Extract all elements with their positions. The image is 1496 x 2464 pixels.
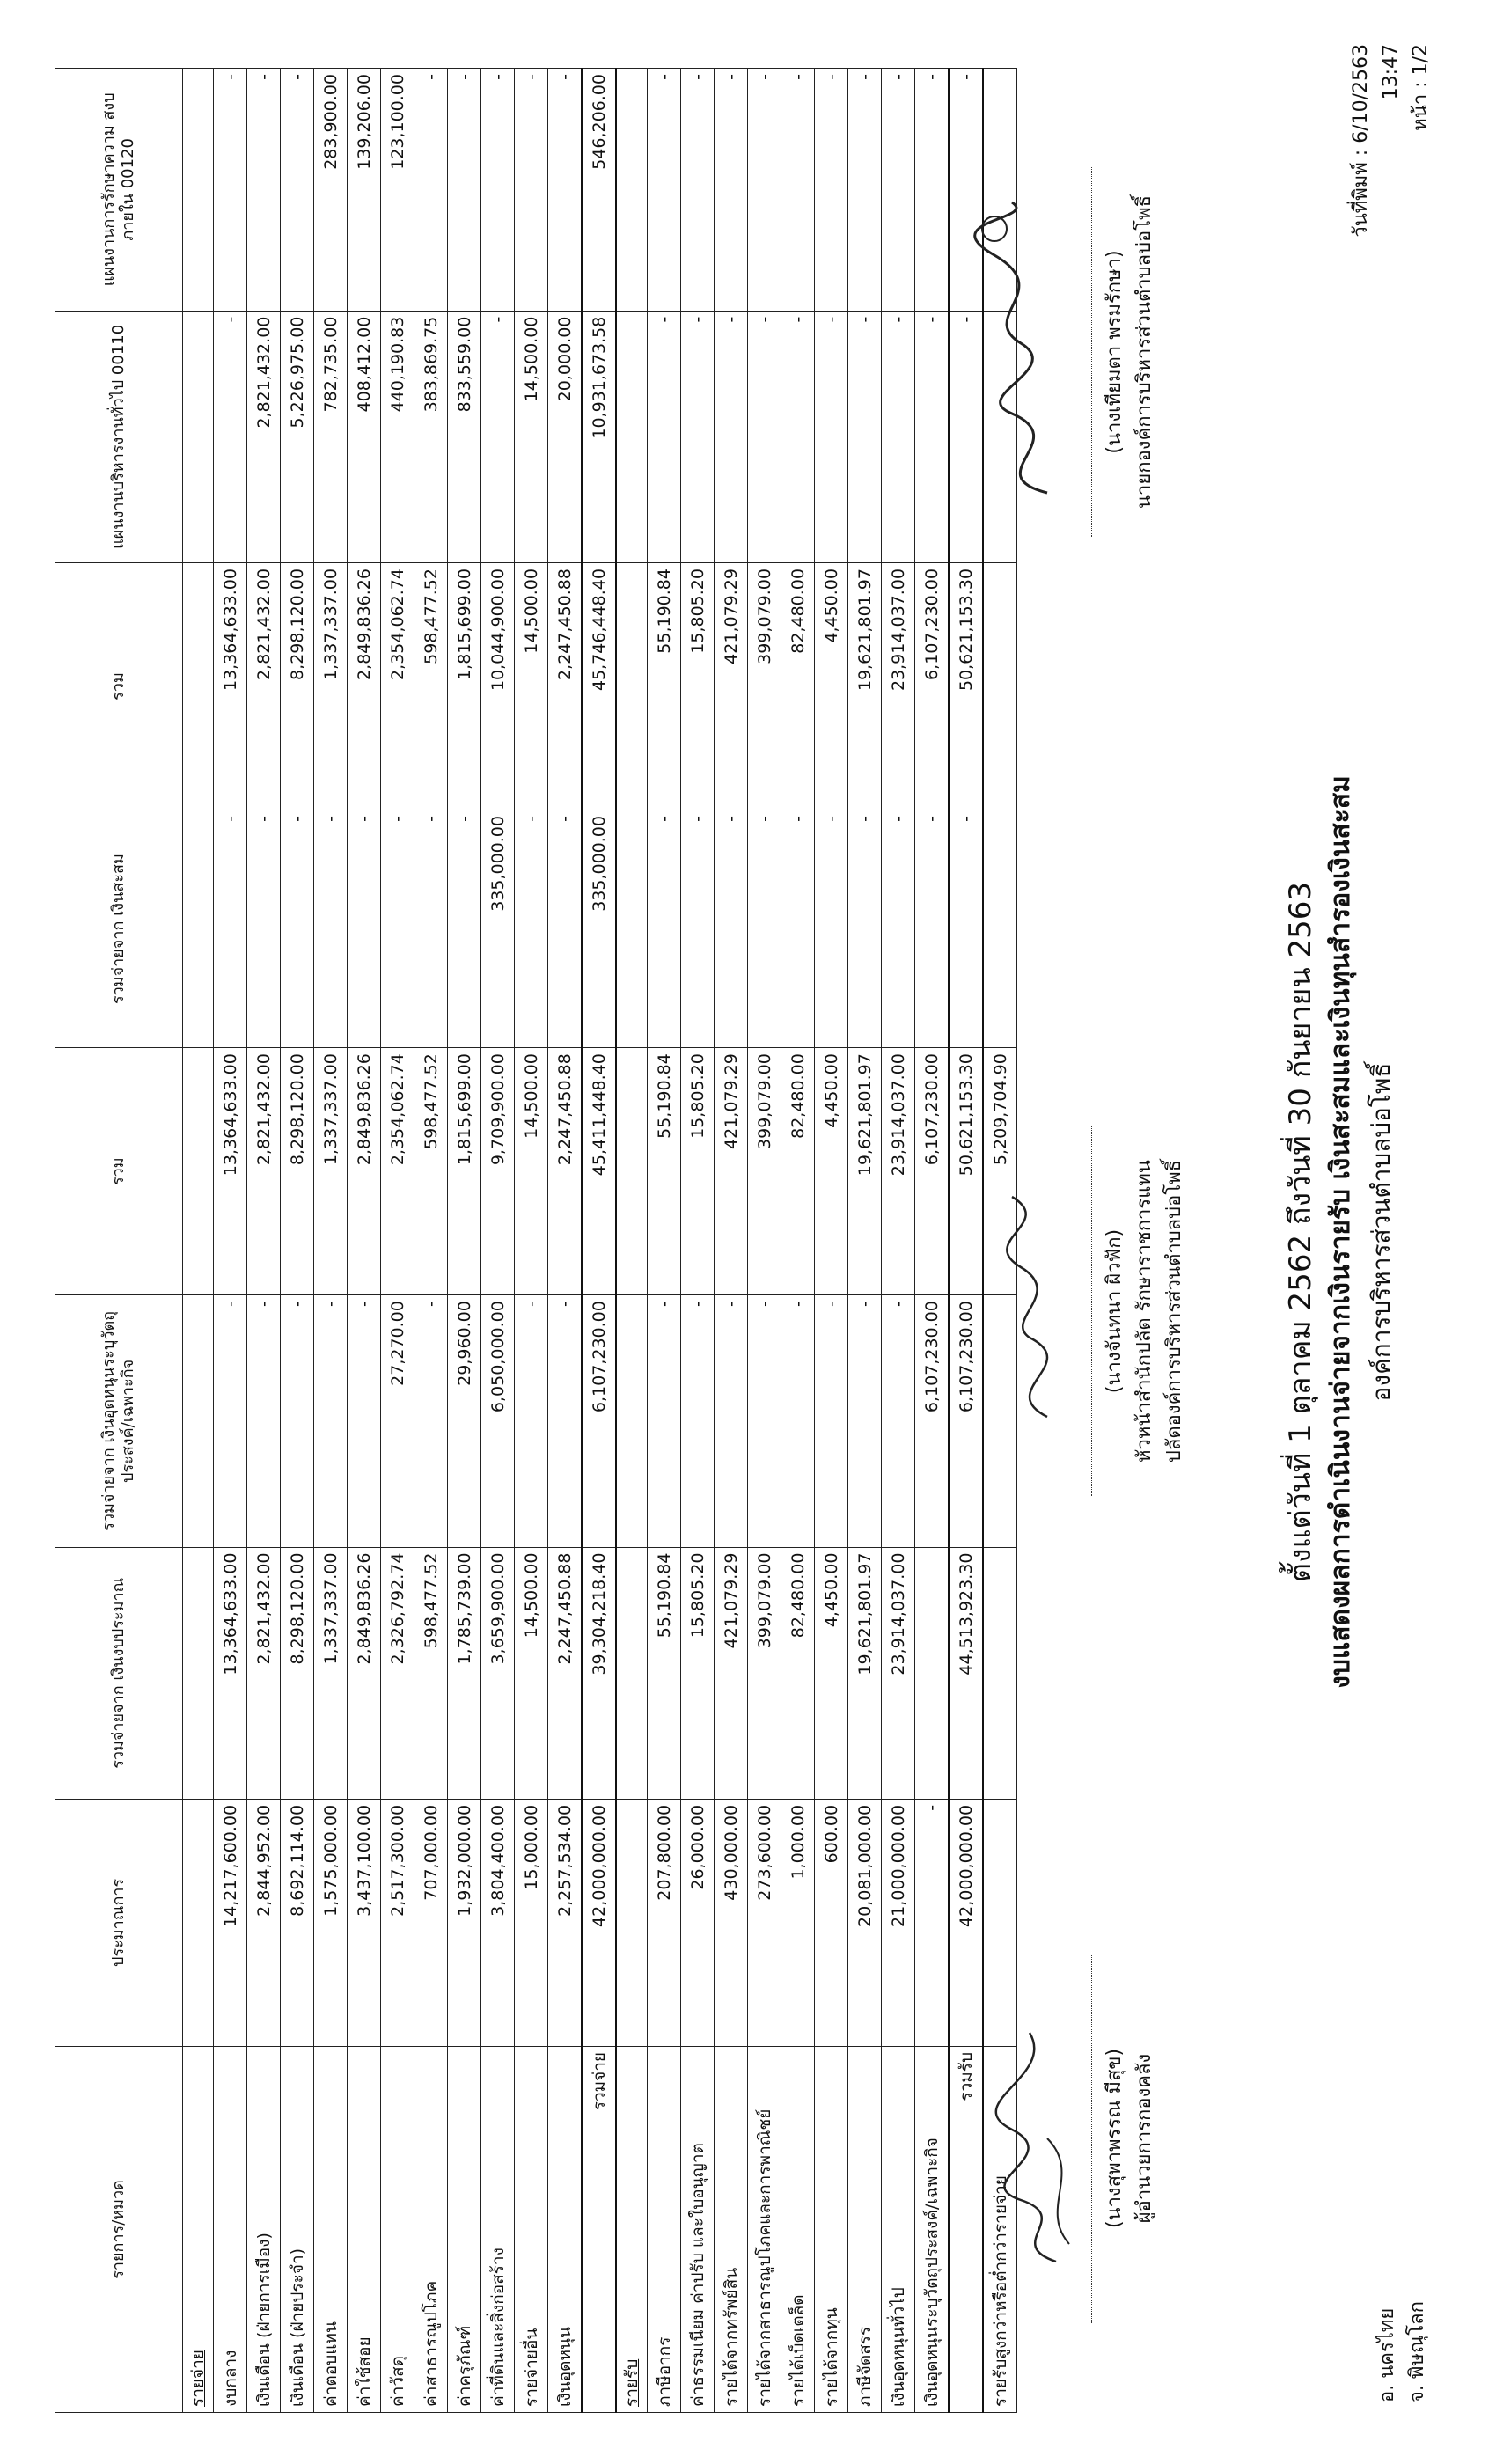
table-body [183, 69, 1017, 2413]
value-cell: - [848, 311, 882, 562]
empty-cell [616, 1295, 648, 1547]
value-cell: 2,844,952.00 [247, 1799, 281, 2046]
value-cell: 1,000.00 [781, 1799, 815, 2046]
value-cell: 6,107,230.00 [915, 1295, 950, 1547]
value-cell: - [915, 1799, 950, 2046]
value-cell: - [748, 810, 781, 1048]
col-header: รวมจ่ายจาก เงินอุดหนุนระบุวัตถุ ประสงค์/เฉพาะกิจ [55, 1295, 183, 1547]
table-row [247, 69, 281, 2413]
table-row [815, 69, 848, 2413]
value-cell: 27,270.00 [381, 1295, 414, 1547]
empty-cell [983, 563, 1017, 810]
table-row [882, 69, 915, 2413]
value-cell: 21,000,000.00 [882, 1799, 915, 2046]
empty-cell [983, 810, 1017, 1048]
value-cell: 408,412.00 [348, 311, 381, 562]
value-cell: 6,050,000.00 [481, 1295, 515, 1547]
signer-title: นายกองค์การบริหารส่วนตำบลบ่อโพธิ์ [1133, 194, 1155, 510]
value-cell: - [715, 311, 748, 562]
value-cell: - [247, 810, 281, 1048]
value-cell: - [281, 69, 314, 312]
value-cell: 23,914,037.00 [882, 1048, 915, 1295]
col-header: แผนงานบริหารงานทั่วไป 00110 [55, 311, 183, 562]
value-cell: - [548, 810, 583, 1048]
empty-cell [183, 1295, 214, 1547]
table-row [715, 69, 748, 2413]
row-label: เงินอุดหนุน [548, 2046, 583, 2412]
col-header: แผนงานการรักษาความ สงบภายใน 00120 [55, 69, 183, 312]
value-cell: - [348, 1295, 381, 1547]
signature-line [1091, 1954, 1093, 2323]
row-label: รายได้เบ็ดเตล็ด [781, 2046, 815, 2412]
value-cell: - [949, 69, 983, 312]
value-cell: 2,247,450.88 [548, 1048, 583, 1295]
value-cell: 14,500.00 [515, 1547, 548, 1799]
empty-cell [983, 1799, 1017, 2046]
value-cell: - [481, 69, 515, 312]
col-header: รวมจ่ายจาก เงินงบประมาณ [55, 1547, 183, 1799]
value-cell: 546,206.00 [582, 69, 616, 312]
value-cell: - [414, 69, 448, 312]
signer-title: หัวหน้าสำนักปลัด รักษาราชการแทน [1133, 1160, 1155, 1463]
row-label: ค่าวัสดุ [381, 2046, 414, 2412]
value-cell: 1,337,337.00 [314, 1547, 348, 1799]
value-cell: 14,500.00 [515, 1048, 548, 1295]
handwritten-signature [986, 2015, 1082, 2279]
value-cell: - [214, 810, 247, 1048]
value-cell: 3,659,900.00 [481, 1547, 515, 1799]
empty-cell [183, 810, 214, 1048]
value-cell: - [448, 810, 481, 1048]
value-cell: 39,304,218.40 [582, 1547, 616, 1799]
col-header: ประมาณการ [55, 1799, 183, 2046]
value-cell: 273,600.00 [748, 1799, 781, 2046]
value-cell: 5,209,704.90 [983, 1048, 1017, 1295]
table-row [681, 69, 715, 2413]
value-cell: - [715, 1295, 748, 1547]
row-label: ค่าครุภัณฑ์ [448, 2046, 481, 2412]
table-row [481, 69, 515, 2413]
value-cell: 2,821,432.00 [247, 1547, 281, 1799]
value-cell: 82,480.00 [781, 1547, 815, 1799]
row-label: เงินอุดหนุนทั่วไป [882, 2046, 915, 2412]
value-cell: - [281, 810, 314, 1048]
empty-cell [616, 1547, 648, 1799]
value-cell: 421,079.29 [715, 563, 748, 810]
value-cell [915, 1547, 950, 1799]
table-row [281, 69, 314, 2413]
value-cell: 6,107,230.00 [915, 563, 950, 810]
value-cell: 1,785,739.00 [448, 1547, 481, 1799]
value-cell: 20,081,000.00 [848, 1799, 882, 2046]
value-cell: 55,190.84 [648, 1547, 681, 1799]
col-header: รายการ/หมวด [55, 2046, 183, 2412]
report-table [55, 68, 1017, 2413]
row-label: รวมจ่าย [582, 2046, 616, 2412]
empty-cell [183, 311, 214, 562]
value-cell: 55,190.84 [648, 1048, 681, 1295]
value-cell: 23,914,037.00 [882, 563, 915, 810]
value-cell: - [915, 311, 950, 562]
value-cell: - [247, 1295, 281, 1547]
empty-cell [183, 1048, 214, 1295]
empty-cell [616, 311, 648, 562]
table-row [414, 69, 448, 2413]
signer-name: (นางสุพาพรรณ มีสุข) [1104, 2048, 1126, 2229]
value-cell: 2,247,450.88 [548, 563, 583, 810]
value-cell: 2,821,432.00 [247, 563, 281, 810]
value-cell: 13,364,633.00 [214, 1547, 247, 1799]
value-cell: - [781, 311, 815, 562]
value-cell: - [915, 810, 950, 1048]
signer-name: (นางเทียมตา พรมรักษา) [1104, 250, 1126, 454]
value-cell: 782,735.00 [314, 311, 348, 562]
value-cell: 3,437,100.00 [348, 1799, 381, 2046]
section-row [616, 69, 648, 2413]
value-cell: 1,575,000.00 [314, 1799, 348, 2046]
col-header: รวมจ่ายจาก เงินสะสม [55, 810, 183, 1048]
row-label: เงินเดือน (ฝ่ายประจำ) [281, 2046, 314, 2412]
row-label: รายได้จากทุน [815, 2046, 848, 2412]
value-cell: 6,107,230.00 [915, 1048, 950, 1295]
table-header-row [55, 69, 183, 2413]
value-cell: - [715, 810, 748, 1048]
signer-name: (นางจันทนา ผิวฟัก) [1104, 1228, 1126, 1394]
value-cell: 45,746,448.40 [582, 563, 616, 810]
value-cell: - [548, 69, 583, 312]
value-cell: 19,621,801.97 [848, 1048, 882, 1295]
value-cell: 2,326,792.74 [381, 1547, 414, 1799]
signature-block-mayor [1091, 123, 1160, 581]
row-label: รายรับสูงกว่าหรือต่ำกว่ารายจ่าย [983, 2046, 1017, 2412]
value-cell: - [715, 69, 748, 312]
row-label: ค่าที่ดินและสิ่งก่อสร้าง [481, 2046, 515, 2412]
value-cell: - [781, 810, 815, 1048]
empty-cell [183, 1799, 214, 2046]
value-cell: - [648, 1295, 681, 1547]
empty-cell [183, 69, 214, 312]
value-cell: 14,500.00 [515, 563, 548, 810]
value-cell: - [648, 311, 681, 562]
row-label: ภาษีจัดสรร [848, 2046, 882, 2412]
table-row [781, 69, 815, 2413]
value-cell: 207,800.00 [648, 1799, 681, 2046]
value-cell: - [681, 69, 715, 312]
value-cell: - [515, 1295, 548, 1547]
page-number: หน้า : 1/2 [1410, 44, 1432, 131]
value-cell: 833,559.00 [448, 311, 481, 562]
value-cell: 421,079.29 [715, 1547, 748, 1799]
value-cell: - [314, 810, 348, 1048]
signer-title: ผู้อำนวยการกองคลัง [1133, 2053, 1155, 2224]
value-cell: 10,931,673.58 [582, 311, 616, 562]
value-cell: - [681, 311, 715, 562]
value-cell: - [681, 810, 715, 1048]
value-cell: 82,480.00 [781, 1048, 815, 1295]
value-cell: - [448, 69, 481, 312]
value-cell: 8,692,114.00 [281, 1799, 314, 2046]
value-cell: 707,000.00 [414, 1799, 448, 2046]
value-cell: - [815, 69, 848, 312]
value-cell: 2,849,836.26 [348, 1547, 381, 1799]
print-date: วันที่พิมพ์ : 6/10/2563 13:47 [1350, 44, 1402, 238]
value-cell: 2,354,062.74 [381, 563, 414, 810]
value-cell: 440,190.83 [381, 311, 414, 562]
col-header: รวม [55, 1048, 183, 1295]
value-cell: 3,804,400.00 [481, 1799, 515, 2046]
value-cell: 14,217,600.00 [214, 1799, 247, 2046]
value-cell: - [949, 311, 983, 562]
empty-cell [616, 1799, 648, 2046]
table-row [548, 69, 583, 2413]
value-cell: 13,364,633.00 [214, 563, 247, 810]
empty-cell [616, 810, 648, 1048]
value-cell: 4,450.00 [815, 1048, 848, 1295]
value-cell: - [815, 1295, 848, 1547]
table-row [748, 69, 781, 2413]
value-cell: 2,821,432.00 [247, 1048, 281, 1295]
value-cell: - [882, 1295, 915, 1547]
table-row [314, 69, 348, 2413]
value-cell: 8,298,120.00 [281, 1547, 314, 1799]
row-label: เงินเดือน (ฝ่ายการเมือง) [247, 2046, 281, 2412]
value-cell: 1,932,000.00 [448, 1799, 481, 2046]
table-row [648, 69, 681, 2413]
handwritten-signature [986, 1179, 1082, 1443]
value-cell: 13,364,633.00 [214, 1048, 247, 1295]
value-cell: - [748, 69, 781, 312]
value-cell: - [882, 810, 915, 1048]
province-label: จ. พิษณุโลก [1406, 2301, 1428, 2402]
table-row [348, 69, 381, 2413]
value-cell: - [314, 1295, 348, 1547]
value-cell: 82,480.00 [781, 563, 815, 810]
value-cell: 8,298,120.00 [281, 563, 314, 810]
value-cell: 9,709,900.00 [481, 1048, 515, 1295]
value-cell: - [515, 69, 548, 312]
value-cell: 19,621,801.97 [848, 1547, 882, 1799]
value-cell: 5,226,975.00 [281, 311, 314, 562]
value-cell: 1,337,337.00 [314, 1048, 348, 1295]
row-label: เงินอุดหนุนระบุวัตถุประสงค์/เฉพาะกิจ [915, 2046, 950, 2412]
value-cell: 2,257,534.00 [548, 1799, 583, 2046]
row-label: งบกลาง [214, 2046, 247, 2412]
value-cell: - [515, 810, 548, 1048]
district-label: อ. นครไทย [1376, 2307, 1398, 2402]
empty-cell [616, 69, 648, 312]
value-cell: - [848, 810, 882, 1048]
signer-title-2: ปลัดองค์การบริหารส่วนตำบลบ่อโพธิ์ [1163, 1159, 1185, 1463]
empty-cell [183, 563, 214, 810]
value-cell: - [414, 1295, 448, 1547]
value-cell: - [781, 69, 815, 312]
row-label: รายได้จากสาธารณูปโภคและการพาณิชย์ [748, 2046, 781, 2412]
value-cell: 1,337,337.00 [314, 563, 348, 810]
value-cell: 2,247,450.88 [548, 1547, 583, 1799]
value-cell: 4,450.00 [815, 1547, 848, 1799]
value-cell: 15,805.20 [681, 563, 715, 810]
value-cell: - [949, 810, 983, 1048]
value-cell: 139,206.00 [348, 69, 381, 312]
row-label: รายจ่ายอื่น [515, 2046, 548, 2412]
empty-cell [983, 1547, 1017, 1799]
value-cell: - [648, 69, 681, 312]
value-cell: 1,815,699.00 [448, 563, 481, 810]
signature-line [1091, 1126, 1093, 1496]
period-title: ตั้งแต่วันที่ 1 ตุลาคม 2562 ถึงวันที่ 30 กันยายน 2563 [1283, 881, 1318, 1583]
table-row [381, 69, 414, 2413]
table-row [448, 69, 481, 2413]
value-cell: 2,517,300.00 [381, 1799, 414, 2046]
value-cell: 50,621,153.30 [949, 563, 983, 810]
empty-cell [616, 563, 648, 810]
section-label: รายจ่าย [183, 2046, 214, 2412]
value-cell: - [681, 1295, 715, 1547]
value-cell: - [815, 311, 848, 562]
value-cell: 19,621,801.97 [848, 563, 882, 810]
value-cell: 4,450.00 [815, 563, 848, 810]
value-cell: 600.00 [815, 1799, 848, 2046]
value-cell: 2,354,062.74 [381, 1048, 414, 1295]
section-label: รายรับ [616, 2046, 648, 2412]
row-label: รายได้จากทรัพย์สิน [715, 2046, 748, 2412]
report-title: งบแสดงผลการดำเนินงานจ่ายจากเงินรายรับ เงินสะสมและเงินทุนสำรองเงินสะสม [1325, 775, 1356, 1689]
row-label: รวมรับ [949, 2046, 983, 2412]
value-cell: - [214, 69, 247, 312]
row-label: ค่าตอบแทน [314, 2046, 348, 2412]
value-cell: 335,000.00 [481, 810, 515, 1048]
value-cell: 283,900.00 [314, 69, 348, 312]
value-cell: 399,079.00 [748, 1547, 781, 1799]
row-label: ค่าสาธารณูปโภค [414, 2046, 448, 2412]
value-cell: - [648, 810, 681, 1048]
value-cell: 15,805.20 [681, 1048, 715, 1295]
value-cell: 383,869.75 [414, 311, 448, 562]
value-cell: 20,000.00 [548, 311, 583, 562]
value-cell: 42,000,000.00 [582, 1799, 616, 2046]
value-cell: 15,000.00 [515, 1799, 548, 2046]
table-row [915, 69, 950, 2413]
signature-block-deputy [1091, 1082, 1190, 1540]
handwritten-signature [959, 194, 1082, 510]
empty-cell [616, 1048, 648, 1295]
value-cell: 421,079.29 [715, 1048, 748, 1295]
value-cell: - [915, 69, 950, 312]
signature-block-finance [1091, 1910, 1160, 2367]
value-cell: - [214, 311, 247, 562]
value-cell: - [548, 1295, 583, 1547]
value-cell: - [348, 810, 381, 1048]
table-row [515, 69, 548, 2413]
value-cell: 14,500.00 [515, 311, 548, 562]
value-cell: - [882, 69, 915, 312]
value-cell: 10,044,900.00 [481, 563, 515, 810]
row-label: ค่าธรรมเนียม ค่าปรับ และใบอนุญาต [681, 2046, 715, 2412]
value-cell: - [848, 69, 882, 312]
value-cell: - [748, 1295, 781, 1547]
signature-line [1091, 167, 1093, 537]
value-cell: 6,107,230.00 [949, 1295, 983, 1547]
value-cell: 45,411,448.40 [582, 1048, 616, 1295]
value-cell: 2,849,836.26 [348, 1048, 381, 1295]
total-row [582, 69, 616, 2413]
table-row [848, 69, 882, 2413]
value-cell: 8,298,120.00 [281, 1048, 314, 1295]
value-cell: 15,805.20 [681, 1547, 715, 1799]
empty-cell [183, 1547, 214, 1799]
value-cell: 430,000.00 [715, 1799, 748, 2046]
value-cell: 2,821,432.00 [247, 311, 281, 562]
col-header: รวม [55, 563, 183, 810]
value-cell: 55,190.84 [648, 563, 681, 810]
value-cell: 6,107,230.00 [582, 1295, 616, 1547]
value-cell: - [281, 1295, 314, 1547]
value-cell: - [247, 69, 281, 312]
value-cell: 26,000.00 [681, 1799, 715, 2046]
value-cell: 42,000,000.00 [949, 1799, 983, 2046]
value-cell: 2,849,836.26 [348, 563, 381, 810]
value-cell: 335,000.00 [582, 810, 616, 1048]
value-cell: 23,914,037.00 [882, 1547, 915, 1799]
table-row [214, 69, 247, 2413]
value-cell: 598,477.52 [414, 563, 448, 810]
value-cell: - [882, 311, 915, 562]
value-cell: 598,477.52 [414, 1048, 448, 1295]
value-cell: 1,815,699.00 [448, 1048, 481, 1295]
value-cell: - [214, 1295, 247, 1547]
row-label: ภาษีอากร [648, 2046, 681, 2412]
value-cell: 123,100.00 [381, 69, 414, 312]
value-cell: 399,079.00 [748, 1048, 781, 1295]
value-cell: 44,513,923.30 [949, 1547, 983, 1799]
value-cell: - [781, 1295, 815, 1547]
value-cell: - [381, 810, 414, 1048]
value-cell: - [815, 810, 848, 1048]
org-title: องค์การบริหารส่วนตำบลบ่อโพธิ์ [1367, 1062, 1396, 1402]
value-cell: - [848, 1295, 882, 1547]
value-cell: - [748, 311, 781, 562]
row-label: ค่าใช้สอย [348, 2046, 381, 2412]
value-cell: 50,621,153.30 [949, 1048, 983, 1295]
value-cell: - [414, 810, 448, 1048]
value-cell: 399,079.00 [748, 563, 781, 810]
value-cell: - [481, 311, 515, 562]
value-cell: 598,477.52 [414, 1547, 448, 1799]
value-cell: 29,960.00 [448, 1295, 481, 1547]
section-row [183, 69, 214, 2413]
